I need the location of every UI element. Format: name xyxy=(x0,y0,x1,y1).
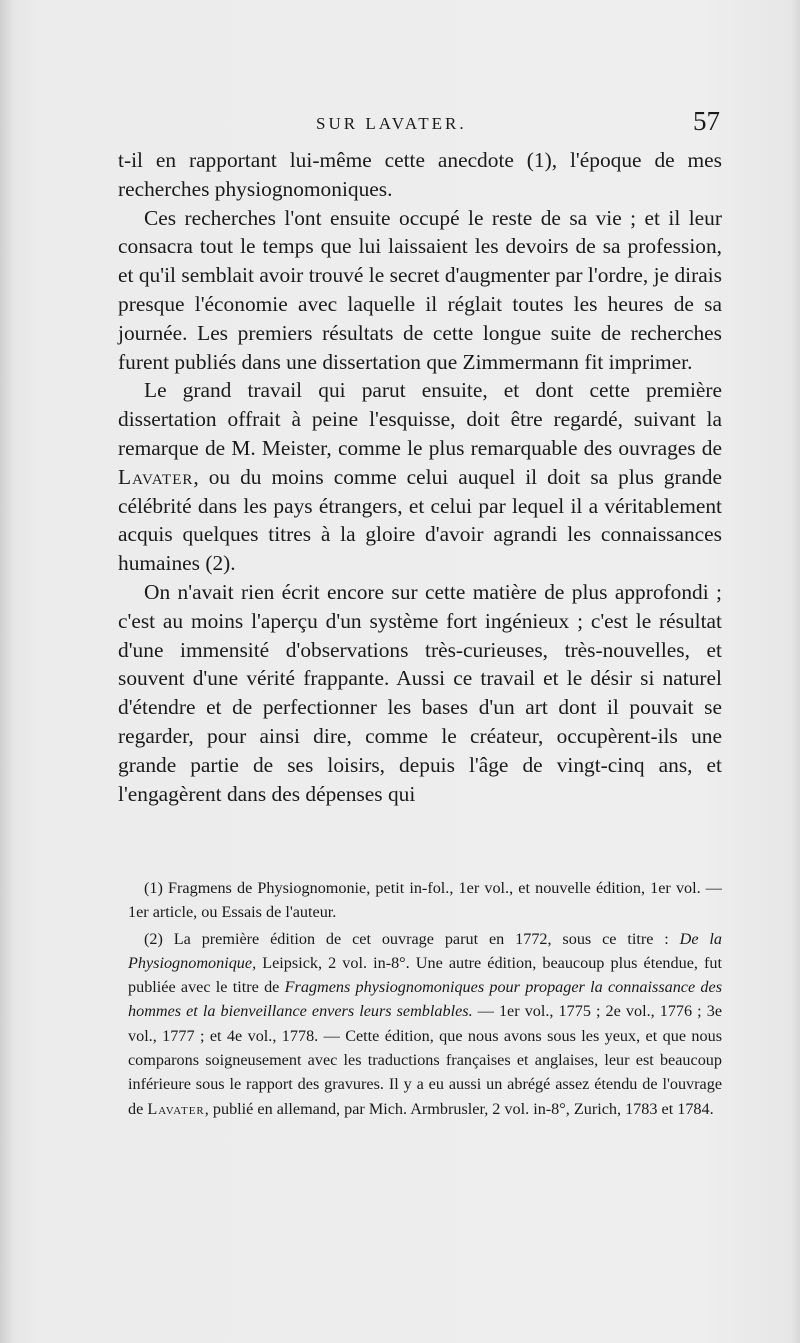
page-header xyxy=(118,108,720,144)
footnote-2-title-2: Fragmens physiognomoniques pour propager la connaissance des hommes et la bienveillance envers leurs semblables. xyxy=(128,978,723,1021)
paragraph-4: On n'avait rien écrit encore sur cette matière de plus approfondi ; c'est au moins l'aperçu d'un système fort ingénieux ; c'est le résultat d'une immensité d'observations très-curieuses, très-nouvelles, et souvent d'une vérité frappante. Aussi ce travail et le désir si naturel d'étendre et de perfectionner les bases d'un art dont il pouvait se regarder, pour ainsi dire, comme le créateur, occupèrent-ils une grande partie de ses loisirs, depuis l'âge de vingt-cinq ans, et l'engagèrent dans des dépenses qui xyxy=(118,579,722,806)
page-number: 57 xyxy=(693,106,720,136)
footnote-2-title-1: De la Physiognomonique, xyxy=(128,929,723,972)
footnote-2 xyxy=(128,927,722,1121)
paragraph-1: t-il en rapportant lui-même cette anecdote (1), l'époque de mes recherches physiognomoniques. xyxy=(118,148,722,201)
paragraph-2: Ces recherches l'ont ensuite occupé le reste de sa vie ; et il leur consacra tout le temps que lui laissaient les devoirs de sa profession, et qu'il semblait avoir trouvé le secret d'augmenter par l'ordre, je dirais presque l'économie avec laquelle il réglait toutes les heures de sa journée. Les premiers résultats de cette longue suite de recherches furent publiés dans une dissertation que Zimmermann fit imprimer. xyxy=(118,205,722,374)
paragraph-3-part-a: Le grand travail qui parut ensuite, et dont cette première dissertation offrait à peine l'esquisse, doit être regardé, suivant la remarque de M. Meister, comme le plus remarquable des ouvrages de xyxy=(118,378,722,460)
footnote-2-part-c: — 1er vol., 1775 ; 2e vol., 1776 ; 3e vol., 1777 ; et 4e vol., 1778. — Cette édition, que nous avons sous les yeux, et que nous comparons soigneusement avec les traductions françaises et anglaises, leur est beaucoup inférieure sous le rapport des gravures. Il y a eu aussi un abrégé assez étendu de l'ouvrage de xyxy=(128,1002,723,1118)
footnote-2-part-a: (2) La première édition de cet ouvrage parut en 1772, sous ce titre : xyxy=(144,929,669,948)
running-head: SUR LAVATER. xyxy=(316,114,467,133)
footnote-1: (1) Fragmens de Physiognomonie, petit in-fol., 1er vol., et nouvelle édition, 1er vol. — 1er article, ou Essais de l'auteur. xyxy=(128,879,722,922)
footnote-author-name: Lavater xyxy=(147,1099,205,1118)
footnotes xyxy=(128,876,722,1121)
paragraph-3-part-b: , ou du moins comme celui auquel il doit sa plus grande célébrité dans les pays étrangers, et celui par lequel il a véritablement acquis quelques titres à la gloire d'avoir agrandi les connaissances humaines (2). xyxy=(118,464,722,576)
paragraph-3 xyxy=(118,376,722,578)
footnote-2-part-d: , publié en allemand, par Mich. Armbrusler, 2 vol. in-8°, Zurich, 1783 et 1784. xyxy=(204,1099,714,1118)
main-text xyxy=(118,146,722,808)
author-name: Lavater xyxy=(118,464,194,489)
footnote-2-part-b: Leipsick, 2 vol. in-8°. Une autre édition, beaucoup plus étendue, fut publiée avec le titre de xyxy=(128,953,723,997)
